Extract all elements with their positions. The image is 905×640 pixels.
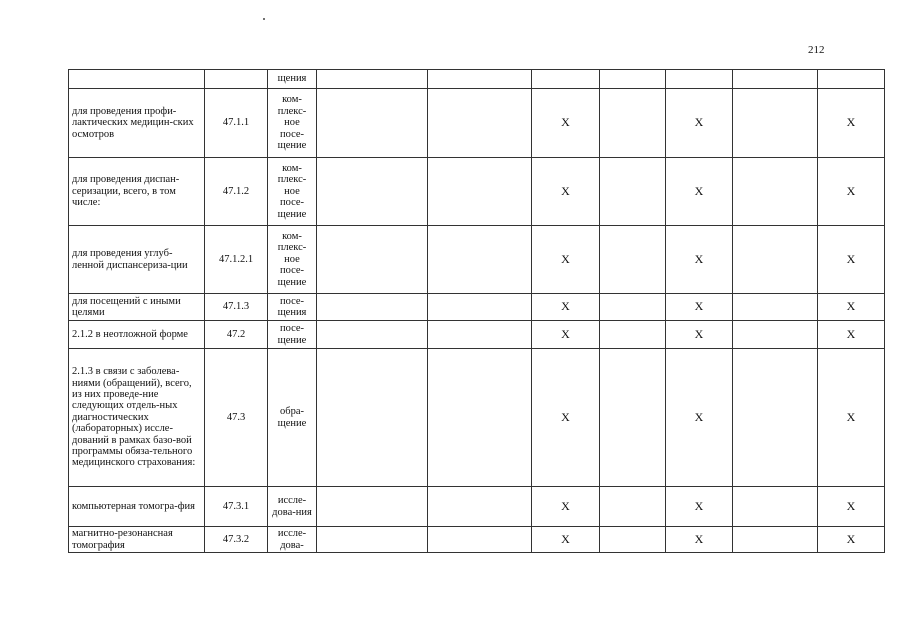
value-cell <box>666 70 733 89</box>
row-code-cell: 47.1.1 <box>205 89 268 158</box>
value-cell <box>600 226 666 294</box>
row-name-cell: для проведения диспан-серизации, всего, в том числе: <box>69 158 205 226</box>
value-cell: X <box>666 527 733 553</box>
value-cell <box>317 349 428 487</box>
row-name-cell: магнитно-резонансная томография <box>69 527 205 553</box>
table-row <box>69 487 885 527</box>
table-row <box>69 294 885 321</box>
value-cell: X <box>532 158 600 226</box>
value-cell <box>428 70 532 89</box>
value-cell <box>733 70 818 89</box>
table-row <box>69 527 885 553</box>
value-cell <box>600 89 666 158</box>
value-cell <box>600 527 666 553</box>
table-row <box>69 70 885 89</box>
row-unit-cell: иссле-дова- <box>268 527 317 553</box>
value-cell <box>532 70 600 89</box>
value-cell <box>317 321 428 349</box>
row-unit-cell: посе-щение <box>268 321 317 349</box>
value-cell <box>733 158 818 226</box>
value-cell: X <box>666 487 733 527</box>
value-cell: X <box>666 89 733 158</box>
row-code-cell: 47.3.2 <box>205 527 268 553</box>
value-cell <box>428 321 532 349</box>
table-row <box>69 349 885 487</box>
value-cell <box>317 89 428 158</box>
table-row <box>69 89 885 158</box>
value-cell <box>317 487 428 527</box>
value-cell <box>428 89 532 158</box>
row-unit-cell: иссле-дова-ния <box>268 487 317 527</box>
value-cell <box>600 349 666 487</box>
row-name-cell: компьютерная томогра-фия <box>69 487 205 527</box>
row-name-cell <box>69 70 205 89</box>
value-cell: X <box>532 527 600 553</box>
value-cell <box>317 294 428 321</box>
row-name-cell: для посещений с иными целями <box>69 294 205 321</box>
value-cell <box>428 527 532 553</box>
value-cell <box>733 321 818 349</box>
row-code-cell: 47.1.2.1 <box>205 226 268 294</box>
value-cell <box>317 158 428 226</box>
value-cell: X <box>818 226 885 294</box>
value-cell <box>733 349 818 487</box>
data-table <box>68 69 885 553</box>
row-name-cell: для проведения профи-лактических медицин-ских осмотров <box>69 89 205 158</box>
value-cell: X <box>532 294 600 321</box>
value-cell <box>733 294 818 321</box>
row-unit-cell: посе-щения <box>268 294 317 321</box>
row-code-cell: 47.2 <box>205 321 268 349</box>
value-cell <box>428 487 532 527</box>
row-code-cell <box>205 70 268 89</box>
value-cell: X <box>666 294 733 321</box>
value-cell: X <box>818 158 885 226</box>
row-unit-cell: ком-плекс-ное посе-щение <box>268 158 317 226</box>
value-cell: X <box>532 321 600 349</box>
value-cell <box>428 294 532 321</box>
value-cell <box>600 321 666 349</box>
value-cell: X <box>532 89 600 158</box>
value-cell <box>600 294 666 321</box>
value-cell: X <box>666 349 733 487</box>
value-cell: X <box>818 487 885 527</box>
value-cell <box>317 527 428 553</box>
value-cell: X <box>818 294 885 321</box>
value-cell: X <box>818 349 885 487</box>
value-cell: X <box>818 527 885 553</box>
row-name-cell: 2.1.2 в неотложной форме <box>69 321 205 349</box>
value-cell: X <box>818 89 885 158</box>
value-cell <box>317 226 428 294</box>
row-code-cell: 47.3 <box>205 349 268 487</box>
value-cell <box>818 70 885 89</box>
row-code-cell: 47.1.3 <box>205 294 268 321</box>
value-cell <box>733 89 818 158</box>
row-unit-cell: ком-плекс-ное посе-щение <box>268 226 317 294</box>
row-code-cell: 47.3.1 <box>205 487 268 527</box>
value-cell <box>600 158 666 226</box>
value-cell <box>428 226 532 294</box>
value-cell <box>428 349 532 487</box>
table-row <box>69 321 885 349</box>
row-unit-cell: ком-плекс-ное посе-щение <box>268 89 317 158</box>
scan-speck <box>263 18 265 20</box>
value-cell: X <box>532 487 600 527</box>
value-cell: X <box>666 226 733 294</box>
value-cell: X <box>532 226 600 294</box>
table-row <box>69 158 885 226</box>
value-cell: X <box>818 321 885 349</box>
row-name-cell: для проведения углуб-ленной диспансеризa-ции <box>69 226 205 294</box>
value-cell: X <box>666 158 733 226</box>
value-cell <box>600 487 666 527</box>
table-row <box>69 226 885 294</box>
value-cell <box>733 226 818 294</box>
row-name-cell: 2.1.3 в связи с заболева-ниями (обращений), всего, из них проведе-ние следующих отдель-ных диагностических (лабораторных) иссле-дований в рамках базо-вой программы обяза-тельного медицинского страхования: <box>69 349 205 487</box>
value-cell <box>428 158 532 226</box>
value-cell <box>733 527 818 553</box>
value-cell: X <box>666 321 733 349</box>
value-cell <box>317 70 428 89</box>
page-number: 212 <box>808 44 825 56</box>
row-unit-cell: обра-щение <box>268 349 317 487</box>
value-cell: X <box>532 349 600 487</box>
value-cell <box>600 70 666 89</box>
row-code-cell: 47.1.2 <box>205 158 268 226</box>
value-cell <box>733 487 818 527</box>
row-unit-cell: щения <box>268 70 317 89</box>
